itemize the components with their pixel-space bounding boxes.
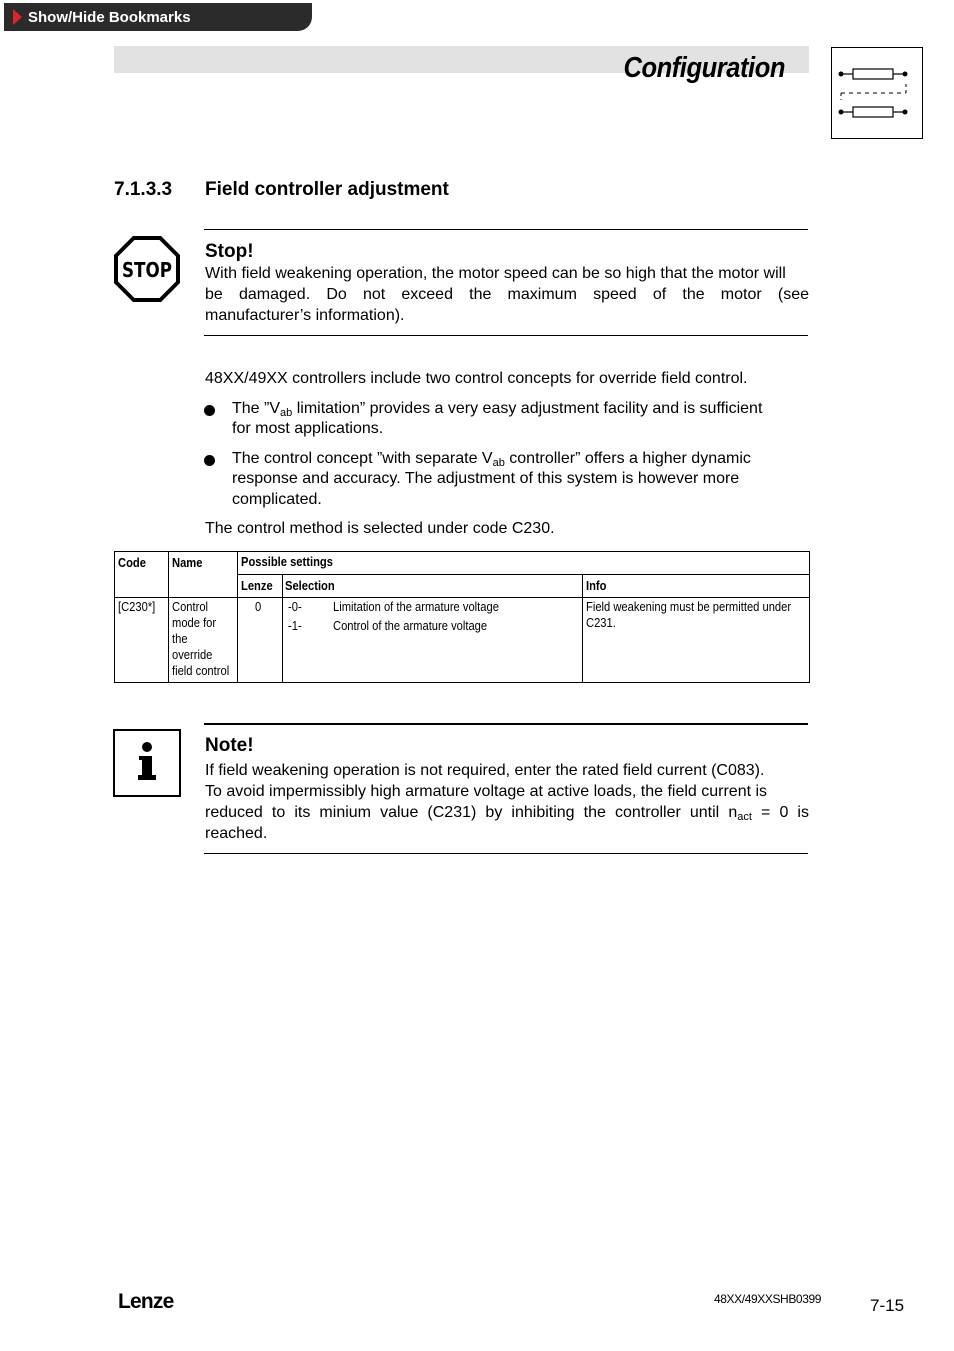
note-line-4: reached. (205, 825, 268, 842)
option-text: Limitation of the armature voltage (333, 599, 499, 614)
cell-name-line: Control (172, 599, 209, 614)
intro-text: 48XX/49XX controllers include two control concepts for override field control. (205, 370, 748, 387)
cell-name-line: override (172, 647, 213, 662)
col-header-code: Code (118, 555, 146, 570)
note-line-1: If field weakening operation is not required, enter the rated field current (C083). (205, 762, 765, 779)
cell-info-line: C231. (586, 615, 616, 630)
col-header-possible-settings: Possible settings (241, 554, 333, 569)
cell-name-line: the (172, 631, 188, 646)
page-number: 7-15 (870, 1296, 905, 1315)
cell-info-line: Field weakening must be permitted under (586, 599, 792, 614)
show-hide-bookmarks-button[interactable] (4, 3, 312, 31)
bullet-2-line-1: The control concept ”with separate $V_{ab}$ controller” offers a higher dynamic (232, 450, 751, 469)
option-code: -1- (288, 618, 302, 633)
lenze-logo: Lenze (118, 1290, 174, 1313)
note-line-2: To avoid impermissibly high armature voltage at active loads, the field current is (205, 783, 768, 800)
cell-code: [C230*] (118, 599, 156, 614)
bullet-icon (204, 405, 215, 416)
bullet-1-line-1: The $”V_{ab}$ limitation” provides a very easy adjustment facility and is sufficient (232, 400, 763, 419)
col-header-info: Info (586, 578, 607, 593)
cell-name-line: mode for (172, 615, 217, 630)
note-bottom-rule (204, 853, 808, 854)
document-id: 48XX/49XXSHB0399 (714, 1292, 822, 1306)
stop-line-3: manufacturer’s information). (205, 307, 405, 324)
stop-line-2: be damaged. Do not exceed the maximum speed of the motor (see (205, 286, 809, 303)
col-header-lenze: Lenze (241, 578, 273, 593)
note-heading: Note! (205, 735, 254, 756)
note-line-3: reduced to its minium value (C231) by inhibiting the controller until $n_{act} = 0$ is (205, 804, 809, 823)
info-icon (113, 729, 181, 797)
stop-sign-icon (112, 234, 182, 304)
note-top-rule (204, 723, 808, 725)
triangle-right-icon (13, 9, 22, 25)
bullet-1-line-2: for most applications. (232, 420, 384, 437)
code-table (114, 551, 810, 683)
stop-icon-text: STOP (122, 258, 172, 282)
stop-line-1: With field weakening operation, the motor speed can be so high that the motor will (205, 265, 786, 282)
col-header-selection: Selection (285, 578, 335, 593)
bullet-icon (204, 455, 215, 466)
cell-lenze-default: 0 (255, 599, 262, 614)
stop-heading: Stop! (205, 241, 254, 262)
page-header-title: Configuration (623, 52, 785, 84)
col-header-name: Name (172, 555, 203, 570)
stop-bottom-rule (204, 335, 808, 336)
circuit-diagram-icon (831, 47, 923, 139)
method-text: The control method is selected under code C230. (205, 520, 555, 537)
bullet-2-line-3: complicated. (232, 491, 322, 508)
bullet-2-line-2: response and accuracy. The adjustment of this system is however more (232, 470, 740, 487)
section-title: Field controller adjustment (205, 179, 449, 200)
stop-top-rule (204, 229, 808, 230)
option-code: -0- (288, 599, 302, 614)
option-text: Control of the armature voltage (333, 618, 488, 633)
cell-name-line: field control (172, 663, 230, 678)
section-number: 7.1.3.3 (114, 179, 173, 200)
bookmarks-button-label: Show/Hide Bookmarks (28, 8, 191, 26)
